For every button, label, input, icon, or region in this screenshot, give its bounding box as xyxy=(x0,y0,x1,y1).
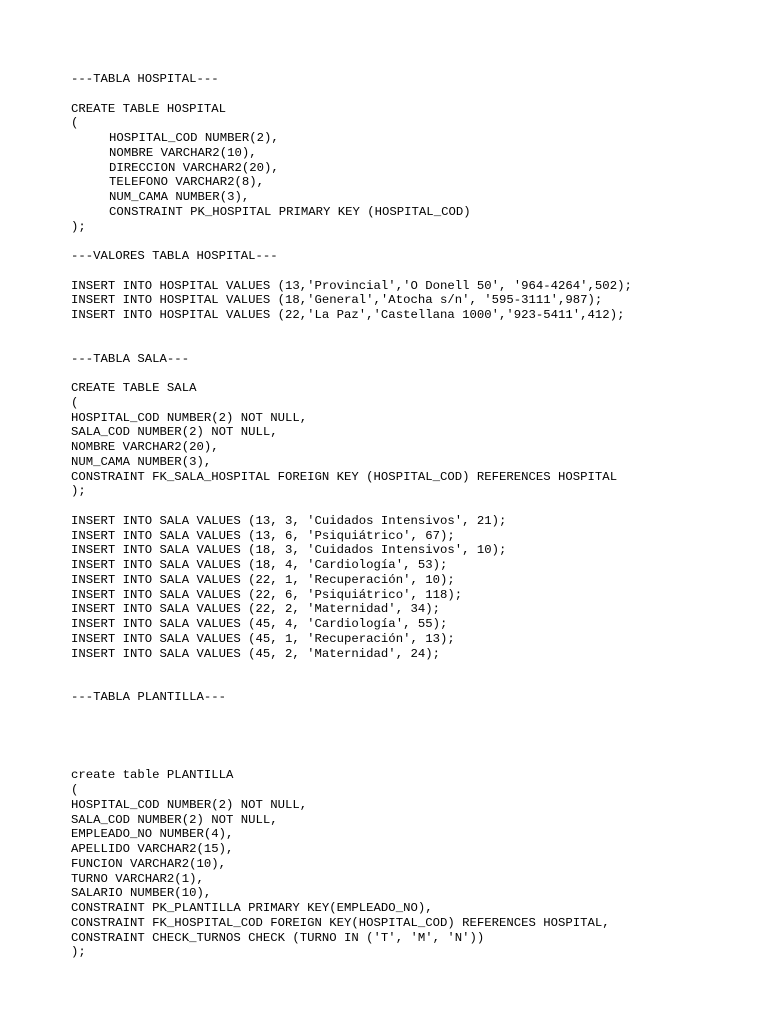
insert-statement: INSERT INTO HOSPITAL VALUES (18,'General','Atocha s/n', '595-3111',987); xyxy=(71,293,603,308)
column-definition: NUM_CAMA NUMBER(3), xyxy=(71,454,212,469)
constraint-definition: CONSTRAINT FK_HOSPITAL_COD FOREIGN KEY(HOSPITAL_COD) REFERENCES HOSPITAL, xyxy=(71,915,610,930)
open-paren-line: ( xyxy=(71,783,79,797)
column-definition: SALA_COD NUMBER(2) NOT NULL, xyxy=(71,425,278,440)
insert-statement: INSERT INTO SALA VALUES (22, 2, 'Maternidad', 34); xyxy=(71,602,440,617)
insert-statement: INSERT INTO HOSPITAL VALUES (13,'Provincial','O Donell 50', '964-4264',502); xyxy=(71,278,632,293)
close-paren-line: ); xyxy=(71,219,86,234)
column-definition: HOSPITAL_COD NUMBER(2) NOT NULL, xyxy=(71,797,308,812)
section-title-hospital: ---TABLA HOSPITAL--- xyxy=(71,72,219,86)
close-paren-line: ); xyxy=(71,945,86,960)
create-table-line: CREATE TABLE HOSPITAL xyxy=(71,101,226,116)
create-table-line: CREATE TABLE SALA xyxy=(71,381,197,395)
sql-script xyxy=(71,72,761,960)
column-definition: SALARIO NUMBER(10), xyxy=(71,886,212,901)
column-definition: APELLIDO VARCHAR2(15), xyxy=(71,842,234,856)
insert-statement: INSERT INTO SALA VALUES (13, 6, 'Psiquiátrico', 67); xyxy=(71,528,455,543)
create-table-line: create table PLANTILLA xyxy=(71,768,234,783)
insert-statement: INSERT INTO SALA VALUES (45, 1, 'Recuperación', 13); xyxy=(71,631,455,646)
insert-statement: INSERT INTO SALA VALUES (18, 3, 'Cuidados Intensivos', 10); xyxy=(71,543,507,558)
section-title-hospital-values: ---VALORES TABLA HOSPITAL--- xyxy=(71,249,278,263)
column-definition: HOSPITAL_COD NUMBER(2), xyxy=(109,131,279,145)
column-definition: SALA_COD NUMBER(2) NOT NULL, xyxy=(71,812,278,827)
constraint-definition: CONSTRAINT CHECK_TURNOS CHECK (TURNO IN ('T', 'M', 'N')) xyxy=(71,930,485,945)
constraint-definition: CONSTRAINT PK_HOSPITAL PRIMARY KEY (HOSPITAL_COD) xyxy=(109,204,471,219)
insert-statement: INSERT INTO HOSPITAL VALUES (22,'La Paz','Castellana 1000','923-5411',412); xyxy=(71,308,625,322)
insert-statement: INSERT INTO SALA VALUES (45, 2, 'Maternidad', 24); xyxy=(71,646,440,661)
constraint-definition: CONSTRAINT PK_PLANTILLA PRIMARY KEY(EMPLEADO_NO), xyxy=(71,901,433,915)
constraint-definition: CONSTRAINT FK_SALA_HOSPITAL FOREIGN KEY (HOSPITAL_COD) REFERENCES HOSPITAL xyxy=(71,469,618,484)
close-paren-line: ); xyxy=(71,484,86,499)
insert-statement: INSERT INTO SALA VALUES (22, 6, 'Psiquiátrico', 118); xyxy=(71,587,463,602)
column-definition: TELEFONO VARCHAR2(8), xyxy=(109,175,264,190)
column-definition: HOSPITAL_COD NUMBER(2) NOT NULL, xyxy=(71,410,308,425)
column-definition: FUNCION VARCHAR2(10), xyxy=(71,856,226,871)
column-definition: DIRECCION VARCHAR2(20), xyxy=(109,160,279,175)
column-definition: NOMBRE VARCHAR2(10), xyxy=(109,145,257,160)
insert-statement: INSERT INTO SALA VALUES (18, 4, 'Cardiología', 53); xyxy=(71,558,448,572)
column-definition: NOMBRE VARCHAR2(20), xyxy=(71,440,219,454)
section-title-plantilla: ---TABLA PLANTILLA--- xyxy=(71,690,226,704)
insert-statement: INSERT INTO SALA VALUES (45, 4, 'Cardiología', 55); xyxy=(71,617,448,631)
insert-statement: INSERT INTO SALA VALUES (22, 1, 'Recuperación', 10); xyxy=(71,572,455,587)
column-definition: NUM_CAMA NUMBER(3), xyxy=(109,190,250,204)
column-definition: TURNO VARCHAR2(1), xyxy=(71,871,204,886)
section-title-sala: ---TABLA SALA--- xyxy=(71,351,190,366)
insert-statement: INSERT INTO SALA VALUES (13, 3, 'Cuidados Intensivos', 21); xyxy=(71,513,507,528)
column-definition: EMPLEADO_NO NUMBER(4), xyxy=(71,827,234,842)
open-paren-line: ( xyxy=(71,395,79,410)
open-paren-line: ( xyxy=(71,116,79,131)
